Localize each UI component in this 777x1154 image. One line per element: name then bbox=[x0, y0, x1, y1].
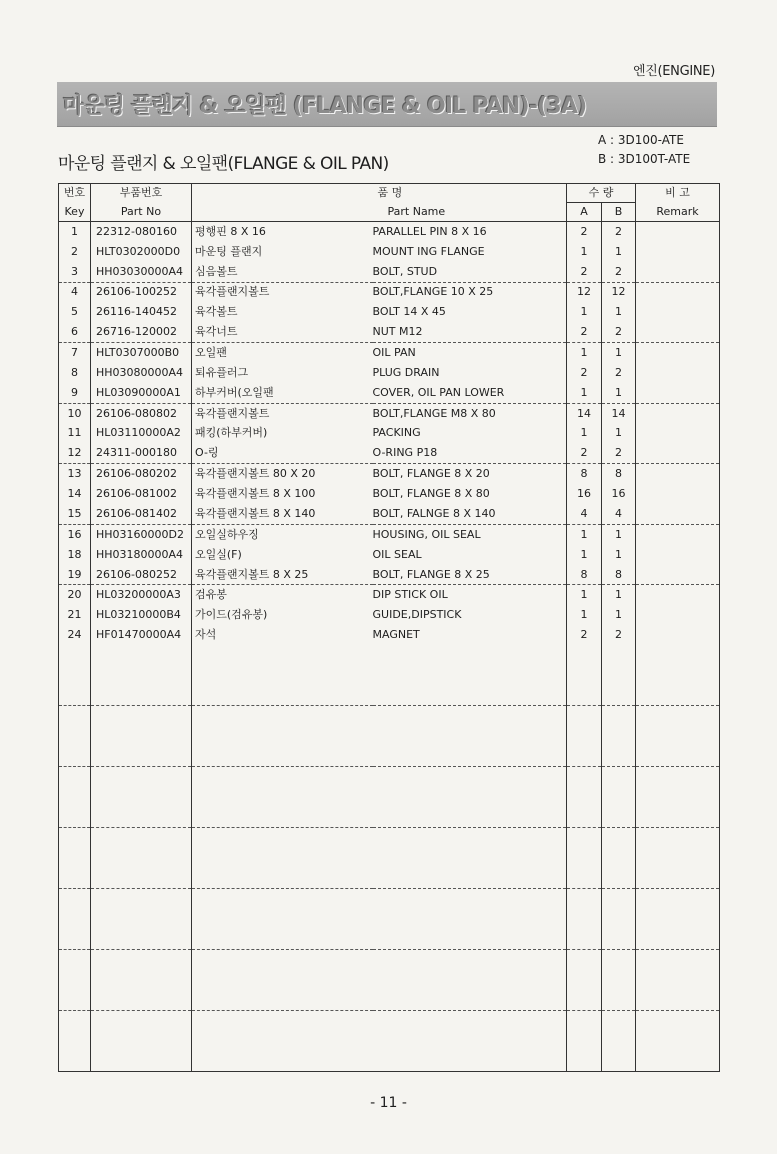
header-partno-kr: 부품번호 bbox=[91, 184, 192, 203]
row-qty-b: 2 bbox=[602, 444, 636, 464]
row-name-en: BOLT, FLANGE 8 X 25 bbox=[373, 565, 567, 585]
section-label: 엔진(ENGINE) bbox=[632, 64, 715, 79]
empty-cell bbox=[373, 889, 567, 950]
empty-cell bbox=[91, 889, 192, 950]
empty-cell bbox=[373, 828, 567, 889]
row-qty-a: 2 bbox=[567, 625, 602, 645]
row-name-en: GUIDE,DIPSTICK bbox=[373, 605, 567, 625]
empty-cell bbox=[91, 767, 192, 828]
header-key-en: Key bbox=[59, 203, 91, 222]
row-name-kr: 심음볼트 bbox=[192, 262, 373, 282]
parts-table bbox=[58, 183, 720, 1072]
row-qty-a: 1 bbox=[567, 524, 602, 544]
table-row bbox=[59, 565, 720, 585]
table-row bbox=[59, 383, 720, 403]
row-name-kr: 육각너트 bbox=[192, 322, 373, 342]
row-qty-a: 1 bbox=[567, 605, 602, 625]
row-name-kr: 육각플랜지볼트 8 X 100 bbox=[192, 484, 373, 504]
row-part-no: 22312-080160 bbox=[91, 222, 192, 242]
empty-row bbox=[59, 1011, 720, 1072]
header-qty-b: B bbox=[602, 203, 636, 222]
table-row bbox=[59, 504, 720, 524]
row-remark bbox=[636, 625, 720, 645]
row-key: 13 bbox=[59, 464, 91, 484]
empty-cell bbox=[567, 889, 602, 950]
row-name-en: BOLT,FLANGE 10 X 25 bbox=[373, 282, 567, 302]
row-qty-a: 1 bbox=[567, 242, 602, 262]
row-name-kr: 육각플랜지볼트 bbox=[192, 282, 373, 302]
row-name-en: PLUG DRAIN bbox=[373, 363, 567, 383]
row-part-no: HH03030000A4 bbox=[91, 262, 192, 282]
title-banner bbox=[57, 82, 717, 127]
row-part-no: HL03110000A2 bbox=[91, 423, 192, 443]
row-remark bbox=[636, 242, 720, 262]
empty-cell bbox=[373, 645, 567, 706]
row-qty-a: 1 bbox=[567, 383, 602, 403]
row-key: 4 bbox=[59, 282, 91, 302]
table-row bbox=[59, 524, 720, 544]
row-qty-a: 14 bbox=[567, 403, 602, 423]
header-remark-en: Remark bbox=[636, 203, 720, 222]
empty-cell bbox=[567, 950, 602, 1011]
row-name-en: OIL SEAL bbox=[373, 545, 567, 565]
row-qty-a: 2 bbox=[567, 444, 602, 464]
row-key: 5 bbox=[59, 302, 91, 322]
table-row bbox=[59, 262, 720, 282]
row-remark bbox=[636, 322, 720, 342]
row-name-kr: 패킹(하부커버) bbox=[192, 423, 373, 443]
empty-cell bbox=[192, 645, 373, 706]
row-key: 20 bbox=[59, 585, 91, 605]
row-key: 21 bbox=[59, 605, 91, 625]
row-name-kr: 육각플랜지볼트 8 X 25 bbox=[192, 565, 373, 585]
row-remark bbox=[636, 444, 720, 464]
row-name-kr: O-링 bbox=[192, 444, 373, 464]
row-part-no: 26106-080252 bbox=[91, 565, 192, 585]
row-name-en: BOLT, FALNGE 8 X 140 bbox=[373, 504, 567, 524]
row-qty-b: 1 bbox=[602, 383, 636, 403]
model-b-label: B : 3D100T-ATE bbox=[598, 152, 691, 166]
row-qty-b: 2 bbox=[602, 322, 636, 342]
row-name-kr: 오일팬 bbox=[192, 343, 373, 363]
row-remark bbox=[636, 403, 720, 423]
row-part-no: HLT0307000B0 bbox=[91, 343, 192, 363]
header-qty-a: A bbox=[567, 203, 602, 222]
row-name-en: PARALLEL PIN 8 X 16 bbox=[373, 222, 567, 242]
row-qty-b: 14 bbox=[602, 403, 636, 423]
row-key: 16 bbox=[59, 524, 91, 544]
empty-cell bbox=[602, 706, 636, 767]
empty-cell bbox=[636, 1011, 720, 1072]
row-name-en: PACKING bbox=[373, 423, 567, 443]
row-name-en: BOLT,FLANGE M8 X 80 bbox=[373, 403, 567, 423]
header-name-kr: 품 명 bbox=[373, 184, 567, 203]
header-name-en: Part Name bbox=[373, 203, 567, 222]
row-qty-b: 2 bbox=[602, 625, 636, 645]
table-row bbox=[59, 222, 720, 242]
empty-cell bbox=[59, 767, 91, 828]
row-qty-b: 1 bbox=[602, 302, 636, 322]
empty-cell bbox=[567, 1011, 602, 1072]
row-name-kr: 오일실하우징 bbox=[192, 524, 373, 544]
row-qty-a: 1 bbox=[567, 423, 602, 443]
row-remark bbox=[636, 383, 720, 403]
row-qty-a: 2 bbox=[567, 222, 602, 242]
row-name-kr: 육각볼트 bbox=[192, 302, 373, 322]
row-remark bbox=[636, 545, 720, 565]
row-name-kr: 자석 bbox=[192, 625, 373, 645]
row-qty-b: 2 bbox=[602, 363, 636, 383]
empty-cell bbox=[91, 828, 192, 889]
row-part-no: 26106-080802 bbox=[91, 403, 192, 423]
model-a-label: A : 3D100-ATE bbox=[598, 133, 684, 147]
page-number: - 11 - bbox=[370, 1095, 407, 1111]
row-name-kr: 오일실(F) bbox=[192, 545, 373, 565]
row-qty-a: 4 bbox=[567, 504, 602, 524]
empty-cell bbox=[59, 1011, 91, 1072]
empty-cell bbox=[59, 645, 91, 706]
row-part-no: 26716-120002 bbox=[91, 322, 192, 342]
row-name-kr: 가이드(검유봉) bbox=[192, 605, 373, 625]
row-name-en: HOUSING, OIL SEAL bbox=[373, 524, 567, 544]
row-key: 9 bbox=[59, 383, 91, 403]
empty-cell bbox=[636, 645, 720, 706]
row-part-no: HH03080000A4 bbox=[91, 363, 192, 383]
empty-cell bbox=[192, 828, 373, 889]
row-part-no: 26106-081002 bbox=[91, 484, 192, 504]
header-partno-en: Part No bbox=[91, 203, 192, 222]
empty-cell bbox=[192, 706, 373, 767]
row-name-kr: 하부커버(오일팬 bbox=[192, 383, 373, 403]
row-part-no: HH03180000A4 bbox=[91, 545, 192, 565]
row-part-no: HL03210000B4 bbox=[91, 605, 192, 625]
empty-cell bbox=[91, 706, 192, 767]
row-key: 18 bbox=[59, 545, 91, 565]
empty-cell bbox=[602, 889, 636, 950]
empty-row bbox=[59, 767, 720, 828]
row-key: 11 bbox=[59, 423, 91, 443]
table-row bbox=[59, 302, 720, 322]
table-row bbox=[59, 322, 720, 342]
row-part-no: HL03090000A1 bbox=[91, 383, 192, 403]
row-remark bbox=[636, 222, 720, 242]
row-qty-a: 8 bbox=[567, 565, 602, 585]
row-qty-b: 8 bbox=[602, 565, 636, 585]
row-qty-b: 12 bbox=[602, 282, 636, 302]
row-name-en: BOLT 14 X 45 bbox=[373, 302, 567, 322]
row-remark bbox=[636, 282, 720, 302]
row-part-no: HH03160000D2 bbox=[91, 524, 192, 544]
empty-row bbox=[59, 889, 720, 950]
row-qty-b: 16 bbox=[602, 484, 636, 504]
row-name-kr: 마운팅 플랜지 bbox=[192, 242, 373, 262]
empty-cell bbox=[91, 1011, 192, 1072]
page-subtitle: 마운팅 플랜지 & 오일팬(FLANGE & OIL PAN) bbox=[58, 154, 389, 174]
row-part-no: HF01470000A4 bbox=[91, 625, 192, 645]
row-name-kr: 육각플랜지볼트 8 X 140 bbox=[192, 504, 373, 524]
empty-cell bbox=[636, 950, 720, 1011]
row-part-no: HLT0302000D0 bbox=[91, 242, 192, 262]
row-key: 7 bbox=[59, 343, 91, 363]
table-row bbox=[59, 343, 720, 363]
row-remark bbox=[636, 343, 720, 363]
row-part-no: 24311-000180 bbox=[91, 444, 192, 464]
table-row bbox=[59, 625, 720, 645]
empty-cell bbox=[602, 1011, 636, 1072]
row-name-kr: 평행핀 8 X 16 bbox=[192, 222, 373, 242]
empty-cell bbox=[91, 950, 192, 1011]
row-remark bbox=[636, 484, 720, 504]
table-row bbox=[59, 282, 720, 302]
row-key: 19 bbox=[59, 565, 91, 585]
empty-cell bbox=[373, 767, 567, 828]
row-qty-a: 16 bbox=[567, 484, 602, 504]
row-remark bbox=[636, 504, 720, 524]
empty-row bbox=[59, 645, 720, 706]
row-qty-a: 2 bbox=[567, 363, 602, 383]
row-qty-a: 1 bbox=[567, 545, 602, 565]
row-qty-a: 1 bbox=[567, 302, 602, 322]
row-name-kr: 퇴유플러그 bbox=[192, 363, 373, 383]
row-part-no: HL03200000A3 bbox=[91, 585, 192, 605]
row-key: 14 bbox=[59, 484, 91, 504]
row-key: 24 bbox=[59, 625, 91, 645]
row-qty-b: 1 bbox=[602, 423, 636, 443]
table-row bbox=[59, 444, 720, 464]
row-qty-a: 8 bbox=[567, 464, 602, 484]
row-qty-a: 1 bbox=[567, 585, 602, 605]
row-name-en: BOLT, FLANGE 8 X 80 bbox=[373, 484, 567, 504]
empty-cell bbox=[373, 706, 567, 767]
row-qty-b: 1 bbox=[602, 585, 636, 605]
row-name-en: COVER, OIL PAN LOWER bbox=[373, 383, 567, 403]
empty-cell bbox=[636, 767, 720, 828]
empty-cell bbox=[59, 950, 91, 1011]
row-key: 12 bbox=[59, 444, 91, 464]
table-row bbox=[59, 403, 720, 423]
empty-cell bbox=[192, 889, 373, 950]
empty-cell bbox=[636, 706, 720, 767]
empty-cell bbox=[59, 828, 91, 889]
empty-row bbox=[59, 828, 720, 889]
empty-cell bbox=[636, 889, 720, 950]
banner-title: 마운팅 플랜지 & 오일팬 (FLANGE & OIL PAN)-(3A) bbox=[63, 94, 587, 119]
header-key-kr: 번호 bbox=[59, 184, 91, 203]
empty-row bbox=[59, 950, 720, 1011]
row-qty-a: 2 bbox=[567, 262, 602, 282]
row-name-en: MOUNT ING FLANGE bbox=[373, 242, 567, 262]
row-remark bbox=[636, 262, 720, 282]
table-row bbox=[59, 423, 720, 443]
row-key: 2 bbox=[59, 242, 91, 262]
table-row bbox=[59, 585, 720, 605]
row-qty-b: 1 bbox=[602, 343, 636, 363]
empty-cell bbox=[602, 950, 636, 1011]
row-part-no: 26106-081402 bbox=[91, 504, 192, 524]
row-name-kr: 육각플랜지볼트 80 X 20 bbox=[192, 464, 373, 484]
parts-table-body bbox=[59, 222, 720, 1072]
empty-cell bbox=[91, 645, 192, 706]
row-name-en: BOLT, FLANGE 8 X 20 bbox=[373, 464, 567, 484]
row-qty-a: 12 bbox=[567, 282, 602, 302]
row-remark bbox=[636, 363, 720, 383]
empty-cell bbox=[59, 706, 91, 767]
row-name-kr: 육각플랜지볼트 bbox=[192, 403, 373, 423]
row-name-en: BOLT, STUD bbox=[373, 262, 567, 282]
row-key: 10 bbox=[59, 403, 91, 423]
row-remark bbox=[636, 423, 720, 443]
empty-cell bbox=[59, 889, 91, 950]
empty-cell bbox=[373, 950, 567, 1011]
table-row bbox=[59, 464, 720, 484]
row-key: 15 bbox=[59, 504, 91, 524]
row-name-en: O-RING P18 bbox=[373, 444, 567, 464]
row-key: 8 bbox=[59, 363, 91, 383]
empty-cell bbox=[192, 950, 373, 1011]
row-qty-b: 1 bbox=[602, 242, 636, 262]
empty-cell bbox=[602, 645, 636, 706]
row-remark bbox=[636, 585, 720, 605]
empty-cell bbox=[602, 828, 636, 889]
empty-row bbox=[59, 706, 720, 767]
row-key: 6 bbox=[59, 322, 91, 342]
table-row bbox=[59, 242, 720, 262]
row-remark bbox=[636, 605, 720, 625]
table-row bbox=[59, 363, 720, 383]
table-row bbox=[59, 545, 720, 565]
row-part-no: 26106-100252 bbox=[91, 282, 192, 302]
row-remark bbox=[636, 565, 720, 585]
empty-cell bbox=[192, 1011, 373, 1072]
row-qty-b: 2 bbox=[602, 222, 636, 242]
table-row bbox=[59, 484, 720, 504]
row-remark bbox=[636, 302, 720, 322]
empty-cell bbox=[373, 1011, 567, 1072]
row-qty-b: 8 bbox=[602, 464, 636, 484]
table-row bbox=[59, 605, 720, 625]
empty-cell bbox=[567, 706, 602, 767]
row-qty-b: 1 bbox=[602, 524, 636, 544]
row-remark bbox=[636, 524, 720, 544]
empty-cell bbox=[567, 645, 602, 706]
empty-cell bbox=[567, 767, 602, 828]
row-qty-b: 2 bbox=[602, 262, 636, 282]
row-key: 3 bbox=[59, 262, 91, 282]
row-name-kr: 검유봉 bbox=[192, 585, 373, 605]
row-part-no: 26106-080202 bbox=[91, 464, 192, 484]
row-qty-a: 1 bbox=[567, 343, 602, 363]
row-part-no: 26116-140452 bbox=[91, 302, 192, 322]
row-name-en: DIP STICK OIL bbox=[373, 585, 567, 605]
header-qty-kr: 수 량 bbox=[567, 184, 636, 203]
row-qty-b: 1 bbox=[602, 545, 636, 565]
header-remark-kr: 비 고 bbox=[636, 184, 720, 203]
row-qty-a: 2 bbox=[567, 322, 602, 342]
empty-cell bbox=[602, 767, 636, 828]
row-qty-b: 1 bbox=[602, 605, 636, 625]
row-name-en: MAGNET bbox=[373, 625, 567, 645]
empty-cell bbox=[636, 828, 720, 889]
row-name-en: NUT M12 bbox=[373, 322, 567, 342]
row-remark bbox=[636, 464, 720, 484]
empty-cell bbox=[567, 828, 602, 889]
row-name-en: OIL PAN bbox=[373, 343, 567, 363]
row-qty-b: 4 bbox=[602, 504, 636, 524]
empty-cell bbox=[192, 767, 373, 828]
row-key: 1 bbox=[59, 222, 91, 242]
